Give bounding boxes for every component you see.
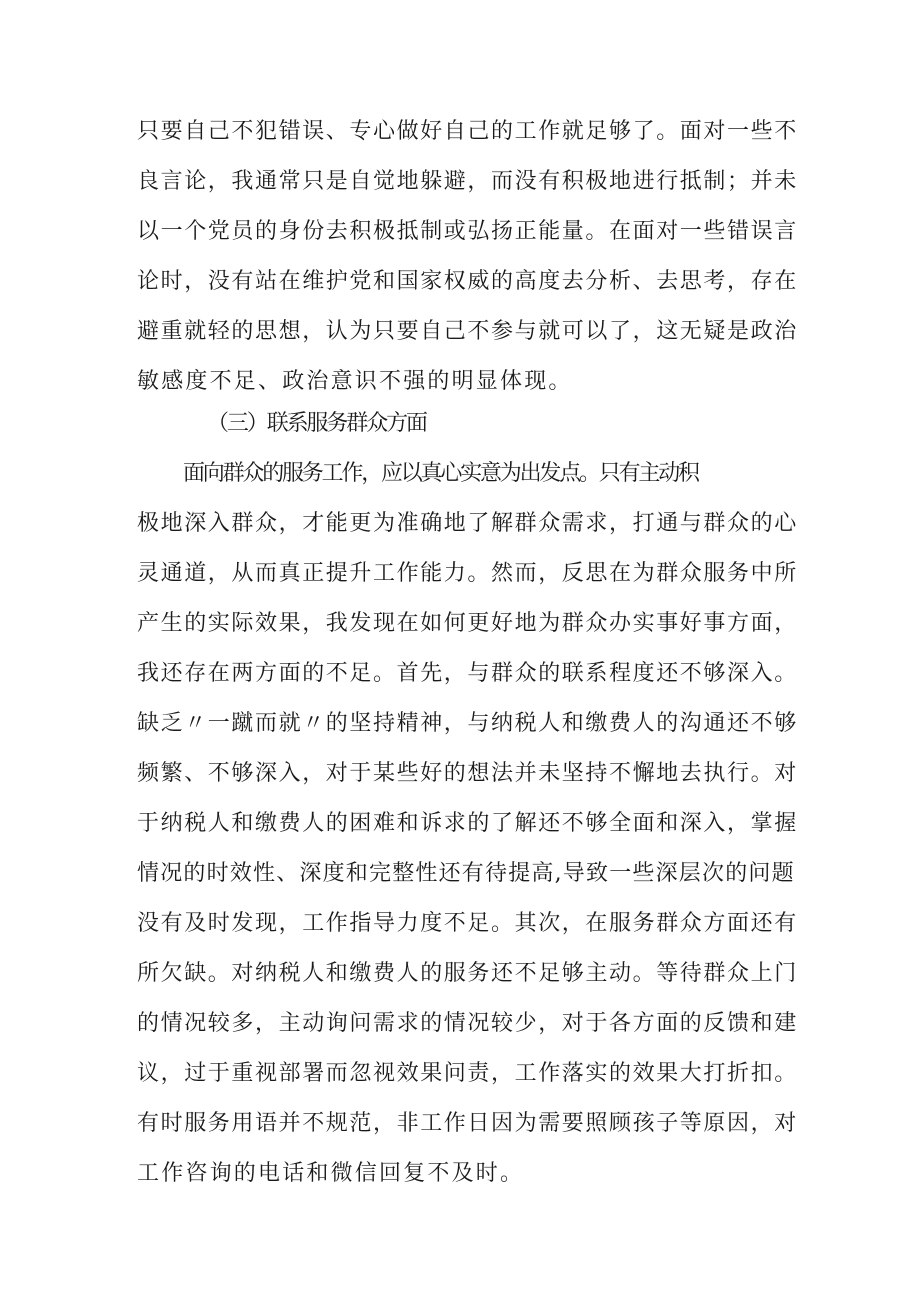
paragraph-2-line-15: 工作咨询的电话和微信回复不及时。 [137, 1161, 525, 1186]
paragraph-1-line-2: 良言论，我通常只是自觉地躲避，而没有积极地进行抵制；并未 [137, 169, 798, 194]
paragraph-1-line-6: 敏感度不足、政治意识不强的明显体现。 [137, 369, 573, 394]
paragraph-1-line-5: 避重就轻的思想，认为只要自己不参与就可以了，这无疑是政治 [137, 319, 798, 344]
section-heading: （三）联系服务群众方面 [207, 411, 426, 436]
paragraph-2-line-5: 我还存在两方面的不足。首先，与群众的联系程度还不够深入。 [137, 661, 798, 686]
paragraph-2-line-3: 灵通道，从而真正提升工作能力。然而，反思在为群众服务中所 [137, 561, 798, 586]
paragraph-2-line-13: 议，过于重视部署而忽视效果问责，工作落实的效果大打折扣。 [137, 1061, 798, 1086]
paragraph-2-line-8: 于纳税人和缴费人的困难和诉求的了解还不够全面和深入，掌握 [137, 811, 798, 836]
paragraph-2-line-12: 的情况较多，主动询问需求的情况较少，对于各方面的反馈和建 [137, 1011, 798, 1036]
paragraph-2-line-4: 产生的实际效果，我发现在如何更好地为群众办实事好事方面， [137, 611, 798, 636]
paragraph-2-line-11: 所欠缺。对纳税人和缴费人的服务还不足够主动。等待群众上门 [137, 961, 798, 986]
paragraph-2-line-1: 面向群众的服务工作，应以真心实意为出发点。只有主动积 [183, 461, 698, 486]
paragraph-2-line-10: 没有及时发现，工作指导力度不足。其次，在服务群众方面还有 [137, 911, 798, 936]
paragraph-1-line-4: 论时，没有站在维护党和国家权威的高度去分析、去思考，存在 [137, 269, 798, 294]
paragraph-2-line-6: 缺乏〃一蹴而就〃的坚持精神，与纳税人和缴费人的沟通还不够 [137, 711, 798, 736]
paragraph-2-line-2: 极地深入群众，才能更为准确地了解群众需求，打通与群众的心 [137, 511, 798, 536]
paragraph-1-line-3: 以一个党员的身份去积极抵制或弘扬正能量。在面对一些错误言 [137, 219, 798, 244]
paragraph-2-line-9: 情况的时效性、深度和完整性还有待提高,导致一些深层次的问题 [137, 861, 795, 886]
paragraph-2-line-7: 频繁、不够深入，对于某些好的想法并未坚持不懈地去执行。对 [137, 761, 798, 786]
paragraph-2-line-14: 有时服务用语并不规范，非工作日因为需要照顾孩子等原因，对 [137, 1111, 798, 1136]
paragraph-1-line-1: 只要自己不犯错误、专心做好自己的工作就足够了。面对一些不 [137, 119, 798, 144]
